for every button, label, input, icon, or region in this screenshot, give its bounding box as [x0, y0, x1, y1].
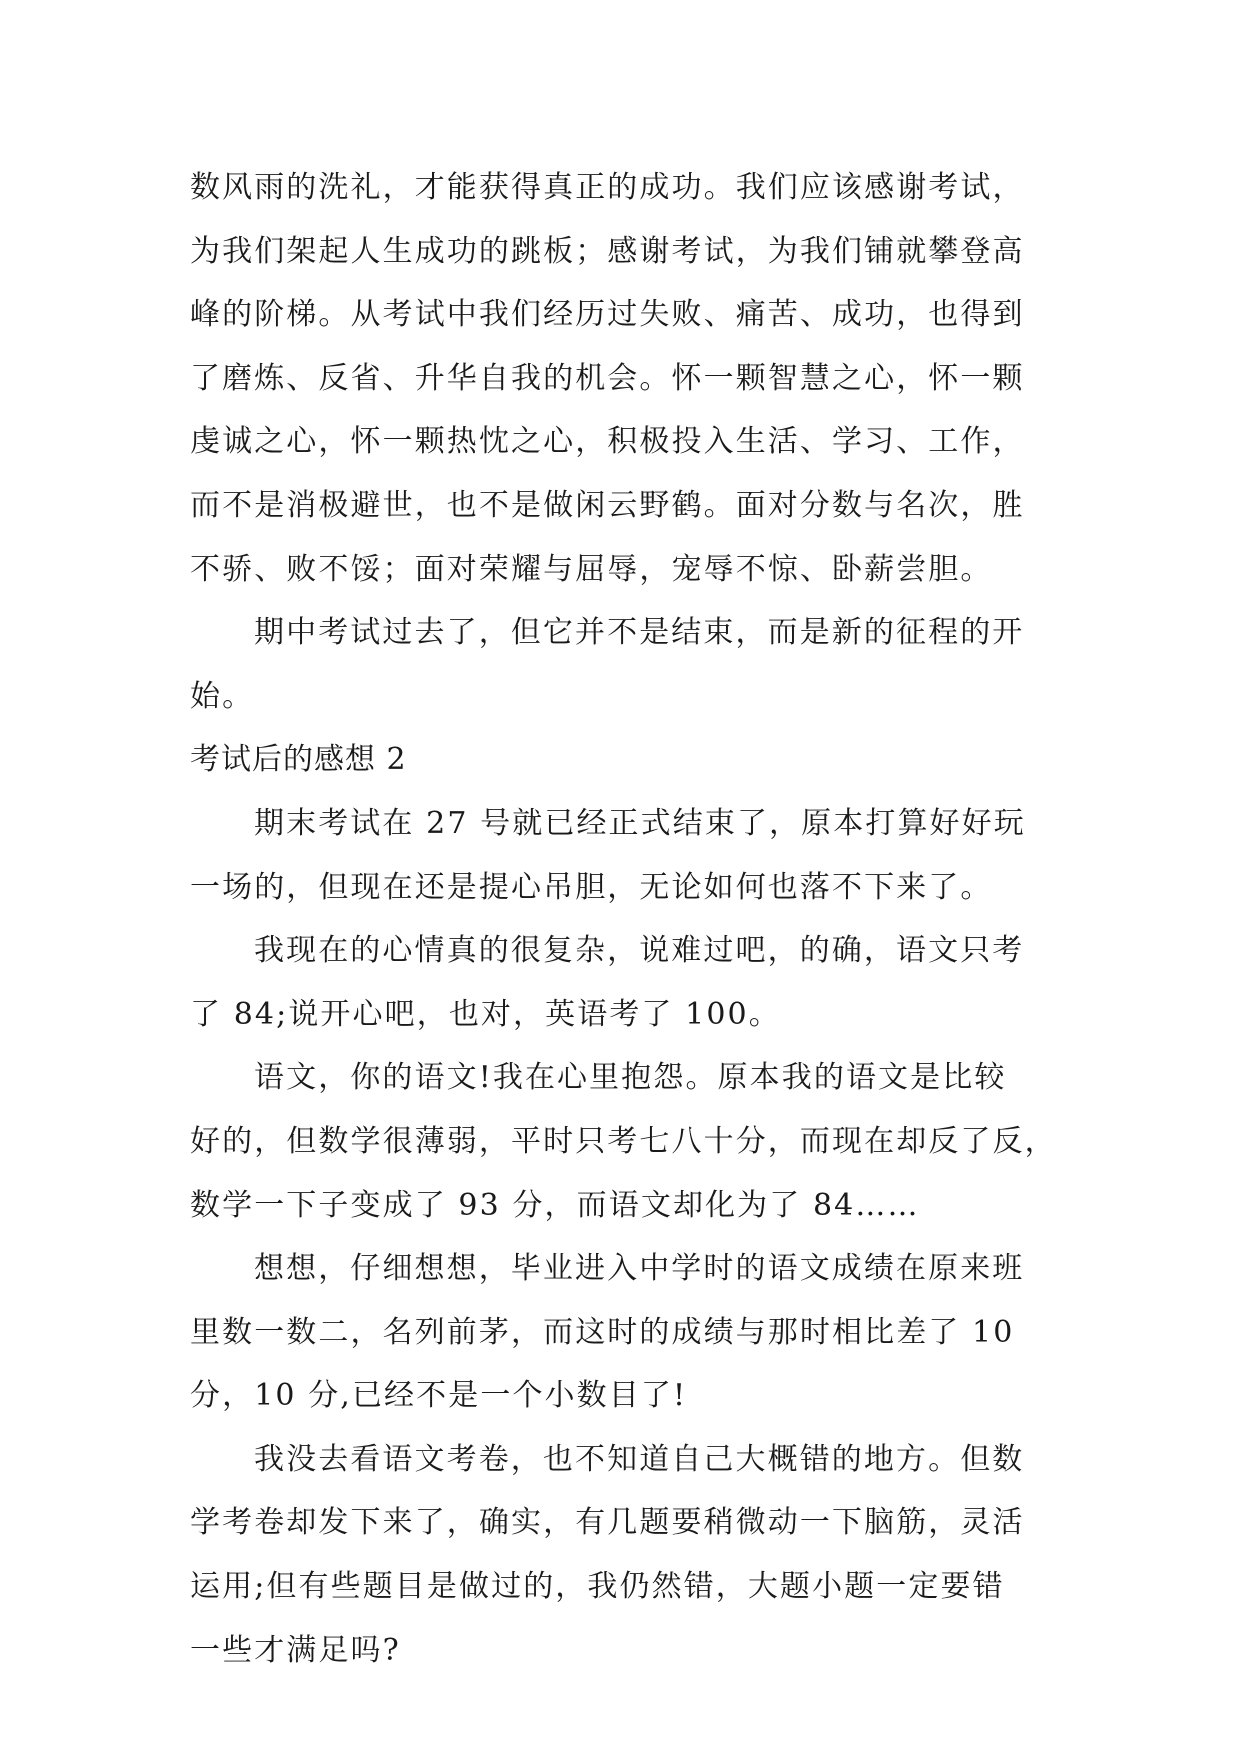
text-line: 了 84;说开心吧，也对，英语考了 100。	[190, 996, 781, 1032]
text-line: 学考卷却发下来了，确实，有几题要稍微动一下脑筋，灵活	[190, 1505, 1025, 1541]
text-line: 我没去看语文考卷，也不知道自己大概错的地方。但数	[254, 1441, 1025, 1477]
paragraph-mood	[190, 919, 1050, 1046]
paragraph-reflection	[190, 1237, 1050, 1428]
text-line: 我现在的心情真的很复杂，说难过吧，的确，语文只考	[254, 933, 1025, 969]
text-line: 数风雨的洗礼，才能获得真正的成功。我们应该感谢考试，	[190, 170, 1025, 205]
text-line: 里数一数二，名列前茅，而这时的成绩与那时相比差了 10	[190, 1314, 1015, 1350]
paragraph-chinese-score	[190, 1046, 1057, 1237]
text-line: 数学一下子变成了 93 分，而语文却化为了 84……	[190, 1187, 920, 1223]
paragraph-midterm-over	[190, 601, 1050, 728]
section-heading-text: 考试后的感想 2	[190, 742, 407, 778]
text-line: 虔诚之心，怀一颗热忱之心，积极投入生活、学习、工作，	[190, 424, 1025, 460]
text-line: 峰的阶梯。从考试中我们经历过失败、痛苦、成功，也得到	[190, 297, 1025, 333]
paragraph-final-exam	[190, 792, 1050, 919]
text-line: 运用;但有些题目是做过的，我仍然错，大题小题一定要错	[190, 1569, 1005, 1605]
text-line: 好的，但数学很薄弱，平时只考七八十分，而现在却反了反，	[190, 1123, 1057, 1159]
text-line: 分，10 分,已经不是一个小数目了!	[190, 1378, 688, 1414]
text-line: 想想，仔细想想，毕业进入中学时的语文成绩在原来班	[254, 1251, 1025, 1287]
text-line: 不骄、败不馁；面对荣耀与屈辱，宠辱不惊、卧薪尝胆。	[190, 551, 993, 587]
text-line: 期中考试过去了，但它并不是结束，而是新的征程的开	[254, 615, 1025, 651]
text-line: 了磨炼、反省、升华自我的机会。怀一颗智慧之心，怀一颗	[190, 360, 1025, 396]
section-heading-2	[190, 728, 1050, 792]
text-line: 而不是消极避世，也不是做闲云野鹤。面对分数与名次，胜	[190, 487, 1025, 523]
text-line: 始。	[190, 678, 255, 714]
text-line: 一些才满足吗?	[190, 1632, 401, 1668]
text-line: 期末考试在 27 号就已经正式结束了，原本打算好好玩	[254, 805, 1026, 841]
paragraph-gratitude	[190, 156, 1050, 601]
text-line: 为我们架起人生成功的跳板；感谢考试，为我们铺就攀登高	[190, 233, 1025, 269]
paragraph-exam-paper	[190, 1428, 1050, 1682]
text-line: 语文，你的语文!我在心里抱怨。原本我的语文是比较	[254, 1060, 1007, 1096]
document-body	[190, 156, 1057, 1682]
text-line: 一场的，但现在还是提心吊胆，无论如何也落不下来了。	[190, 869, 993, 905]
